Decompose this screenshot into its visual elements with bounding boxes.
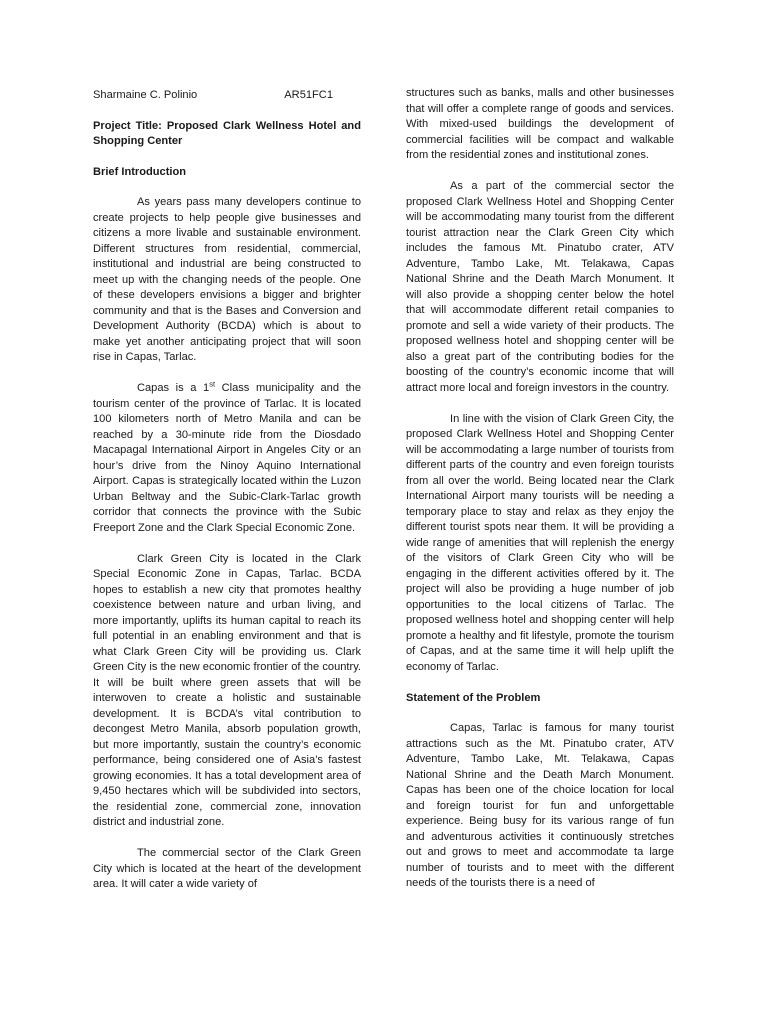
- superscript: st: [209, 379, 216, 389]
- right-column: [406, 86, 674, 907]
- paragraph: Capas, Tarlac is famous for many tourist attractions such as the Mt. Pinatubo crater, ATV Adventure, Tambo Lake, Mt. Telakawa, Capas National Shrine and the Death March Monument. Capas has been one of the choice location for local and foreign tourist for fun and unforgettable experience. Being busy for its various range of fun and adventurous activities it continuously stretches out and grows to meet and accommodate ta large number of tourists and to meet with the different needs of the tourists there is a need of: [406, 722, 674, 889]
- author-name: Sharmaine C. Polinio: [93, 89, 198, 101]
- paragraph-text: Class municipality and the tourism center of the province of Tarlac. It is located 100 kilometers north of Metro Manila and can be reached by a 30-minute ride from the Diosdado Macapagal International Airport in Angeles City or an hour’s drive from the Ninoy Aquino International Airport. Capas is strategically located within the Luzon Urban Beltway and the Subic-Clark-Tarlac growth corridor that connects the province with the Subic Freeport Zone and the Clark Special Economic Zone.: [93, 382, 361, 534]
- paragraph: As a part of the commercial sector the proposed Clark Wellness Hotel and Shopping Center will be accommodating many tourist from the different tourist attraction near the Clark Green City which includes the famous Mt. Pinatubo crater, ATV Adventure, Tambo Lake, Mt. Telakawa, Capas National Shrine and the Death March Monument. It will also provide a shopping center below the hotel that will accommodate different retail companies to promote and sell a wide variety of their products. The proposed wellness hotel and shopping center will be also a great part of the contributing bodies for the boosting of the country’s economic income that will attract more local and foreign investors in the country.: [406, 180, 674, 394]
- header-line: [93, 88, 333, 104]
- section-heading-problem: Statement of the Problem: [406, 691, 541, 704]
- paragraph: The commercial sector of the Clark Green City which is located at the heart of the development area. It will cater a wide variety of: [93, 847, 361, 890]
- paragraph: In line with the vision of Clark Green City, the proposed Clark Wellness Hotel and Shopping Center will be accommodating a large number of tourists from different parts of the country and even foreign tourists from all over the world. Being located near the Clark International Airport many tourists will be needing a temporary place to stay and relax as they enjoy the different tourist spots near them. It will be providing a wide range of amenities that will replenish the energy of the visitors of Clark Green City who will be engaging in the different activities offered by it. The project will also be providing a huge number of job opportunities to the local citizens of Tarlac. The proposed wellness hotel and shopping center will help promote a healthy and fit lifestyle, promote the tourism of Capas, and at the same time it will help uplift the economy of Tarlac.: [406, 412, 674, 673]
- paragraph-text: Capas is a 1: [137, 382, 210, 394]
- paragraph: structures such as banks, malls and other businesses that will offer a complete range of goods and services. With mixed-used buildings the development of commercial facilities will be compact and walkable from the residential zones and institutional zones.: [406, 87, 674, 161]
- course-code: AR51FC1: [284, 89, 333, 101]
- section-heading-intro: Brief Introduction: [93, 165, 187, 178]
- paragraph: As years pass many developers continue to create projects to help people give businesses and citizens a more livable and sustainable environment. Different structures from residential, commercial, institutional and industrial are being constructed to meet up with the changing needs of the people. One of these developers envisions a bigger and brighter community and that is the Bases and Conversion and Development Authority (BCDA) which is about to make yet another anticipating project that will soon rise in Capas, Tarlac.: [93, 196, 361, 363]
- paragraph: [93, 381, 361, 536]
- paragraph: Clark Green City is located in the Clark Special Economic Zone in Capas, Tarlac. BCDA hopes to establish a new city that promotes healthy coexistence between nature and urban living, and more importantly, uplifts its human capital to reach its full potential in an enabling environment and that is what Clark Green City will be providing us. Clark Green City is the new economic frontier of the country. It will be built where green assets that will be interwoven to create a holistic and sustainable development. It is BCDA’s vital contribution to decongest Metro Manila, absorb population growth, but more importantly, sustain the country’s economic performance, being considered one of Asia’s fastest growing economies. It has a total development area of 9,450 hectares which will be subdivided into sectors, the residential zone, commercial zone, innovation district and industrial zone.: [93, 552, 361, 828]
- project-title: Project Title: Proposed Clark Wellness Hotel and Shopping Center: [93, 119, 361, 147]
- left-column: [93, 86, 361, 908]
